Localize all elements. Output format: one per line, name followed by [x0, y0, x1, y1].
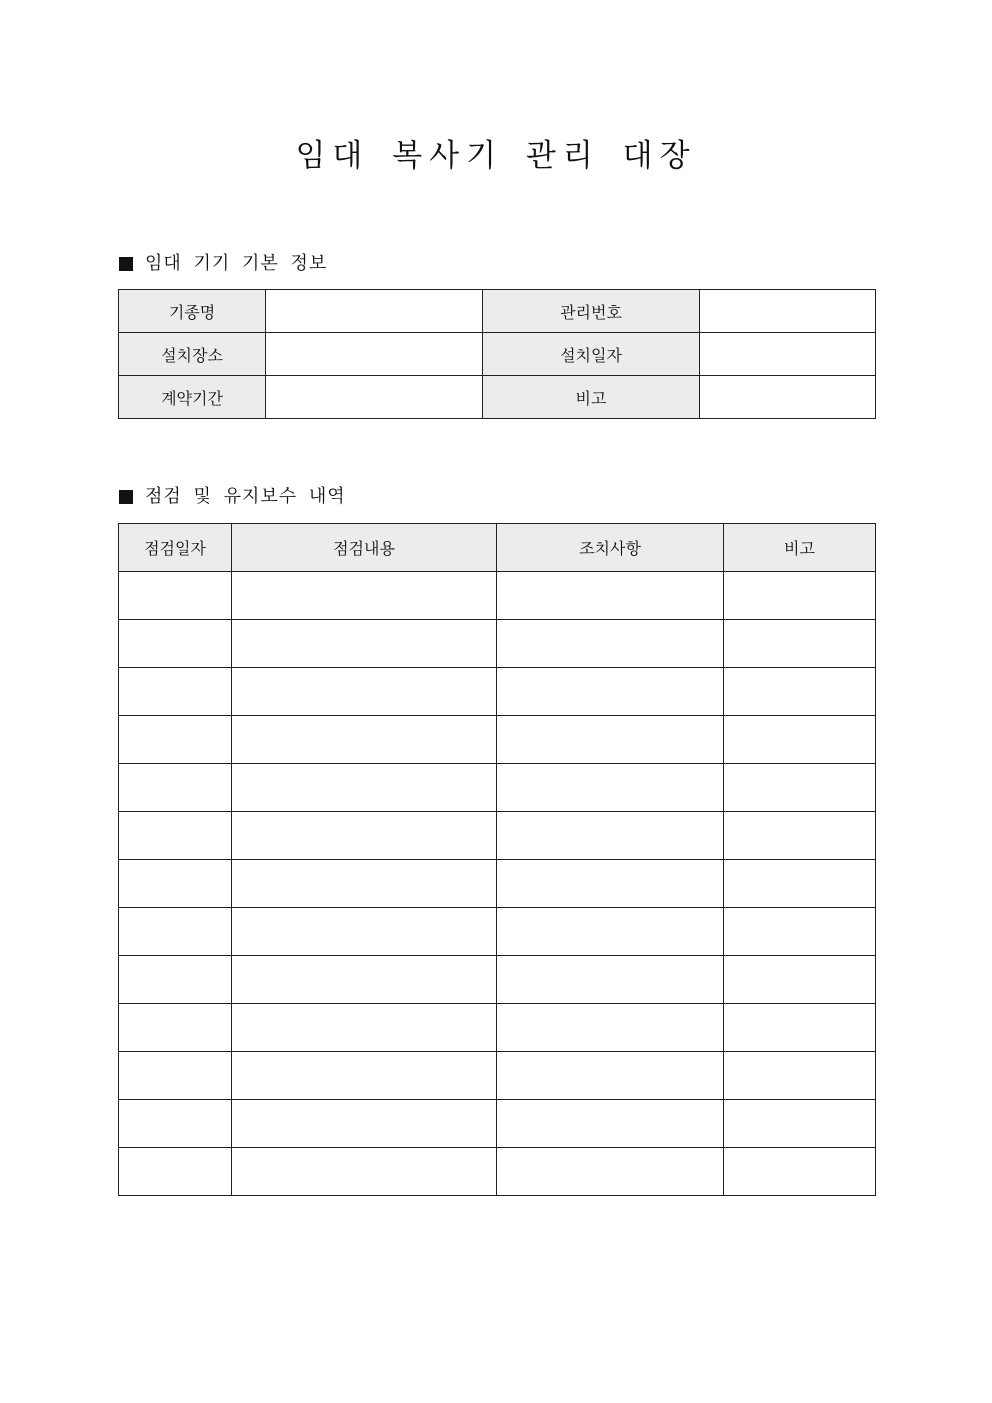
column-header-inspection-date: 점검일자 — [119, 524, 232, 572]
cell-actions-taken[interactable] — [497, 668, 724, 716]
table-row — [119, 716, 876, 764]
cell-actions-taken[interactable] — [497, 572, 724, 620]
cell-inspection-details[interactable] — [232, 908, 497, 956]
column-header-actions-taken: 조치사항 — [497, 524, 724, 572]
label-install-location: 설치장소 — [119, 333, 266, 376]
table-row — [119, 860, 876, 908]
table-row — [119, 764, 876, 812]
value-install-location[interactable] — [266, 333, 483, 376]
cell-inspection-details[interactable] — [232, 1100, 497, 1148]
section-heading-label: 점검 및 유지보수 내역 — [145, 486, 346, 507]
table-row — [119, 956, 876, 1004]
section-heading-label: 임대 기기 기본 정보 — [145, 253, 328, 274]
label-contract-period: 계약기간 — [119, 376, 266, 419]
cell-inspection-date[interactable] — [119, 908, 232, 956]
cell-actions-taken[interactable] — [497, 1148, 724, 1196]
maintenance-log-table — [118, 523, 876, 1196]
cell-remarks[interactable] — [724, 812, 876, 860]
cell-actions-taken[interactable] — [497, 956, 724, 1004]
cell-inspection-date[interactable] — [119, 1004, 232, 1052]
table-row — [119, 290, 876, 333]
square-bullet-icon — [119, 490, 133, 504]
table-header-row — [119, 524, 876, 572]
label-model-name: 기종명 — [119, 290, 266, 333]
cell-inspection-date[interactable] — [119, 1148, 232, 1196]
cell-remarks[interactable] — [724, 956, 876, 1004]
cell-actions-taken[interactable] — [497, 1100, 724, 1148]
cell-remarks[interactable] — [724, 1004, 876, 1052]
square-bullet-icon — [119, 257, 133, 271]
table-row — [119, 376, 876, 419]
value-remarks[interactable] — [700, 376, 876, 419]
basic-info-table — [118, 289, 876, 419]
cell-remarks[interactable] — [724, 572, 876, 620]
table-row — [119, 1004, 876, 1052]
maintenance-log-body — [119, 572, 876, 1196]
cell-remarks[interactable] — [724, 1052, 876, 1100]
value-management-number[interactable] — [700, 290, 876, 333]
table-row — [119, 1052, 876, 1100]
cell-inspection-date[interactable] — [119, 1100, 232, 1148]
cell-inspection-details[interactable] — [232, 860, 497, 908]
cell-inspection-date[interactable] — [119, 812, 232, 860]
cell-inspection-date[interactable] — [119, 860, 232, 908]
table-row — [119, 812, 876, 860]
cell-actions-taken[interactable] — [497, 1052, 724, 1100]
cell-inspection-details[interactable] — [232, 956, 497, 1004]
value-contract-period[interactable] — [266, 376, 483, 419]
cell-remarks[interactable] — [724, 716, 876, 764]
cell-remarks[interactable] — [724, 1148, 876, 1196]
cell-remarks[interactable] — [724, 1100, 876, 1148]
cell-actions-taken[interactable] — [497, 860, 724, 908]
label-management-number: 관리번호 — [483, 290, 700, 333]
cell-inspection-details[interactable] — [232, 1148, 497, 1196]
label-remarks: 비고 — [483, 376, 700, 419]
cell-actions-taken[interactable] — [497, 908, 724, 956]
table-row — [119, 668, 876, 716]
table-row — [119, 620, 876, 668]
cell-inspection-details[interactable] — [232, 812, 497, 860]
section-heading-maintenance — [119, 484, 346, 510]
cell-inspection-date[interactable] — [119, 716, 232, 764]
cell-inspection-date[interactable] — [119, 764, 232, 812]
table-row — [119, 908, 876, 956]
column-header-inspection-details: 점검내용 — [232, 524, 497, 572]
value-install-date[interactable] — [700, 333, 876, 376]
cell-inspection-details[interactable] — [232, 620, 497, 668]
cell-inspection-date[interactable] — [119, 1052, 232, 1100]
cell-remarks[interactable] — [724, 860, 876, 908]
section-heading-basic-info — [119, 251, 327, 277]
cell-actions-taken[interactable] — [497, 716, 724, 764]
cell-inspection-details[interactable] — [232, 572, 497, 620]
table-row — [119, 333, 876, 376]
cell-inspection-date[interactable] — [119, 620, 232, 668]
table-row — [119, 1100, 876, 1148]
cell-inspection-details[interactable] — [232, 764, 497, 812]
page-title: 임대 복사기 관리 대장 — [295, 138, 697, 174]
cell-remarks[interactable] — [724, 764, 876, 812]
cell-actions-taken[interactable] — [497, 812, 724, 860]
cell-remarks[interactable] — [724, 620, 876, 668]
cell-remarks[interactable] — [724, 908, 876, 956]
cell-inspection-date[interactable] — [119, 956, 232, 1004]
cell-inspection-date[interactable] — [119, 572, 232, 620]
cell-inspection-details[interactable] — [232, 1004, 497, 1052]
cell-remarks[interactable] — [724, 668, 876, 716]
cell-inspection-details[interactable] — [232, 716, 497, 764]
value-model-name[interactable] — [266, 290, 483, 333]
cell-inspection-date[interactable] — [119, 668, 232, 716]
cell-actions-taken[interactable] — [497, 764, 724, 812]
cell-actions-taken[interactable] — [497, 620, 724, 668]
label-install-date: 설치일자 — [483, 333, 700, 376]
cell-inspection-details[interactable] — [232, 1052, 497, 1100]
cell-actions-taken[interactable] — [497, 1004, 724, 1052]
table-row — [119, 572, 876, 620]
column-header-remarks: 비고 — [724, 524, 876, 572]
table-row — [119, 1148, 876, 1196]
cell-inspection-details[interactable] — [232, 668, 497, 716]
